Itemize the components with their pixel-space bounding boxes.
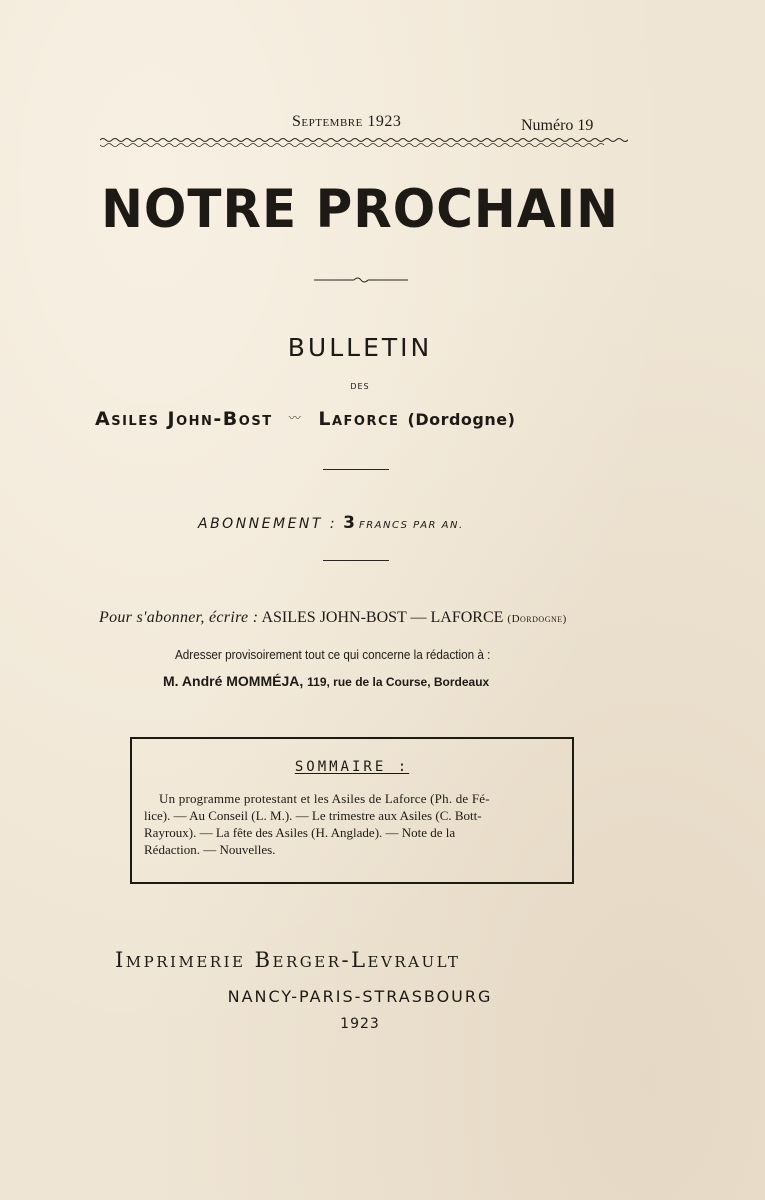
sommaire-box: [130, 737, 574, 884]
bulletin-title: NOTRE PROCHAIN: [101, 178, 619, 240]
subscribe-instructions: [99, 609, 567, 627]
subscribe-address: ASILES JOHN-BOST — LAFORCE: [261, 609, 504, 626]
sommaire-line: Rédaction. — Nouvelles.: [144, 842, 276, 857]
contact-line: [163, 673, 489, 689]
contact-name: M. André MOMMÉJA,: [163, 673, 304, 689]
sommaire-heading: SOMMAIRE :: [294, 759, 410, 775]
des-label: DES: [350, 382, 370, 391]
tilde-separator: 〰: [288, 411, 303, 425]
printer-year: 1923: [340, 1016, 380, 1032]
subscribe-lead: Pour s'abonner, écrire :: [99, 609, 259, 626]
printer-name: Imprimerie Berger-Levrault: [115, 948, 461, 972]
divider: [323, 560, 389, 561]
printer-cities: NANCY-PARIS-STRASBOURG: [227, 987, 493, 1006]
subscribe-dept: (Dordogne): [507, 613, 567, 625]
redaction-note: Adresser provisoirement tout ce qui concerne la rédaction à :: [175, 647, 491, 662]
subscription-line: [198, 513, 464, 533]
sommaire-line: Rayroux). — La fête des Asiles (H. Anglade). — Note de la: [144, 825, 456, 840]
ornament-rule: [314, 272, 408, 288]
institution-name: Asiles John-Bost: [95, 408, 273, 430]
divider: [323, 469, 389, 470]
issue-number: Numéro 19: [521, 117, 594, 134]
contact-address: 119, rue de la Course, Bordeaux: [307, 675, 490, 689]
bulletin-label: BULLETIN: [287, 333, 433, 362]
subscription-amount: 3: [343, 513, 355, 533]
subscription-unit: FRANCS PAR AN.: [358, 520, 464, 531]
sommaire-line: Un programme protestant et les Asiles de Laforce (Ph. de Fé-: [159, 791, 490, 806]
institution-place: Laforce: [318, 408, 400, 430]
institution-dept: (Dordogne): [407, 410, 516, 429]
subscription-label: ABONNEMENT :: [198, 516, 338, 532]
sommaire-line: lice). — Au Conseil (L. M.). — Le trimestre aux Asiles (C. Bott-: [144, 808, 482, 823]
institution-line: [95, 408, 515, 430]
issue-date: Septembre 1923: [292, 113, 402, 130]
wavy-rule: [100, 136, 628, 150]
